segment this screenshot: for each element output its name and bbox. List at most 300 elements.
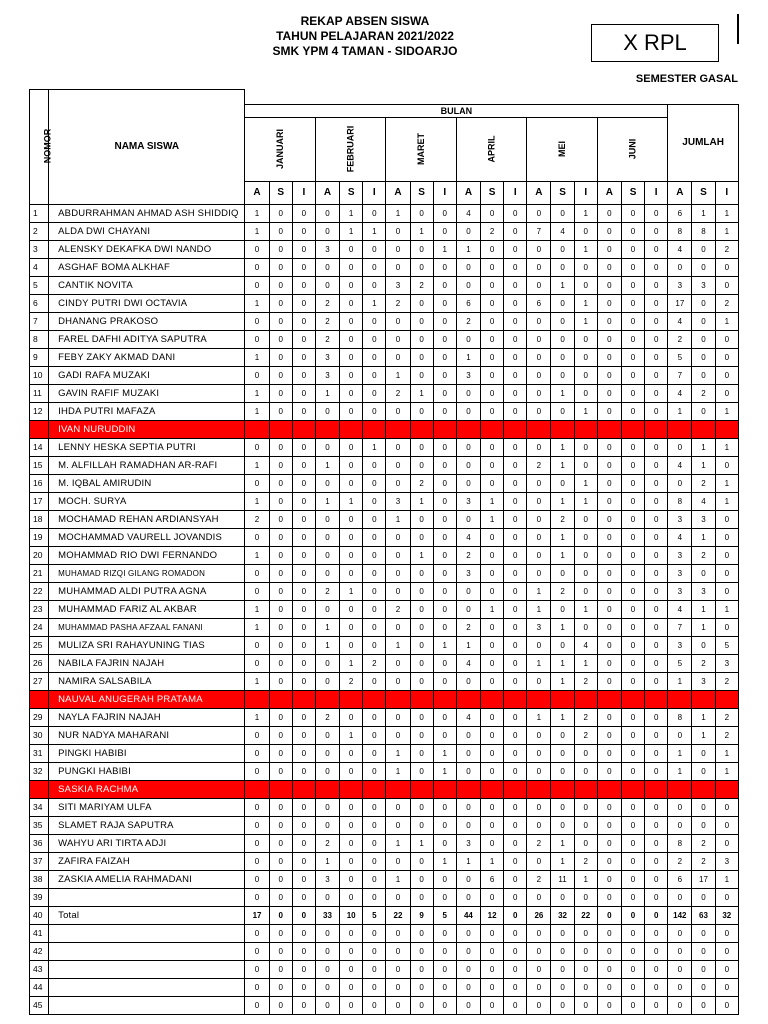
attendance-cell: 1 bbox=[481, 510, 504, 528]
attendance-cell: 0 bbox=[433, 654, 456, 672]
attendance-cell: 0 bbox=[504, 870, 527, 888]
attendance-cell: 0 bbox=[433, 294, 456, 312]
attendance-cell: 0 bbox=[527, 240, 551, 258]
attendance-cell: 0 bbox=[597, 942, 621, 960]
attendance-cell: 0 bbox=[621, 564, 644, 582]
row-number: 32 bbox=[30, 762, 49, 780]
attendance-cell: 0 bbox=[551, 690, 574, 708]
attendance-cell: 0 bbox=[245, 996, 269, 1014]
attendance-cell: 0 bbox=[551, 942, 574, 960]
attendance-cell: 2 bbox=[692, 546, 715, 564]
attendance-cell: 0 bbox=[292, 204, 315, 222]
attendance-cell: 0 bbox=[527, 420, 551, 438]
attendance-cell: 0 bbox=[621, 816, 644, 834]
report-title: REKAP ABSEN SISWA bbox=[300, 14, 430, 28]
attendance-cell: 1 bbox=[456, 348, 480, 366]
row-number: 29 bbox=[30, 708, 49, 726]
attendance-cell: 0 bbox=[574, 978, 597, 996]
attendance-cell: 0 bbox=[597, 780, 621, 798]
attendance-cell: 0 bbox=[340, 942, 363, 960]
row-number: 16 bbox=[30, 474, 49, 492]
attendance-cell: 0 bbox=[551, 204, 574, 222]
attendance-cell: 0 bbox=[245, 942, 269, 960]
attendance-cell: 0 bbox=[481, 690, 504, 708]
attendance-cell: 0 bbox=[410, 744, 433, 762]
attendance-cell: 0 bbox=[504, 330, 527, 348]
attendance-cell: 3 bbox=[315, 780, 339, 798]
student-name: ZAFIRA FAIZAH bbox=[49, 852, 245, 870]
attendance-cell: 1 bbox=[574, 870, 597, 888]
sub-header-a: A bbox=[315, 181, 339, 204]
month-label: MEI bbox=[557, 140, 568, 157]
attendance-cell: 0 bbox=[715, 960, 738, 978]
attendance-cell: 0 bbox=[269, 438, 292, 456]
attendance-cell: 0 bbox=[433, 942, 456, 960]
attendance-cell: 0 bbox=[527, 276, 551, 294]
attendance-cell: 0 bbox=[715, 816, 738, 834]
student-name: GAVIN RAFIF MUZAKI bbox=[49, 384, 245, 402]
attendance-cell: 1 bbox=[386, 744, 410, 762]
attendance-cell: 0 bbox=[269, 690, 292, 708]
attendance-cell: 0 bbox=[574, 834, 597, 852]
attendance-cell: 0 bbox=[481, 546, 504, 564]
attendance-cell: 1 bbox=[551, 654, 574, 672]
attendance-cell: 0 bbox=[621, 870, 644, 888]
attendance-cell: 1 bbox=[692, 600, 715, 618]
attendance-cell: 1 bbox=[481, 492, 504, 510]
attendance-cell: 2 bbox=[692, 384, 715, 402]
attendance-cell: 0 bbox=[481, 654, 504, 672]
attendance-cell: 6 bbox=[481, 870, 504, 888]
attendance-cell: 0 bbox=[504, 780, 527, 798]
attendance-cell: 0 bbox=[597, 438, 621, 456]
attendance-cell: 0 bbox=[433, 798, 456, 816]
attendance-cell: 0 bbox=[340, 240, 363, 258]
table-row bbox=[30, 978, 739, 996]
attendance-cell: 0 bbox=[410, 330, 433, 348]
attendance-cell: 1 bbox=[340, 204, 363, 222]
attendance-cell: 0 bbox=[481, 744, 504, 762]
attendance-cell: 0 bbox=[574, 564, 597, 582]
attendance-cell: 0 bbox=[692, 330, 715, 348]
attendance-cell: 0 bbox=[715, 942, 738, 960]
student-name: MUHAMAD RIZQI GILANG ROMADON bbox=[49, 564, 245, 582]
attendance-cell: 0 bbox=[433, 978, 456, 996]
attendance-cell: 0 bbox=[269, 708, 292, 726]
attendance-cell: 0 bbox=[527, 924, 551, 942]
attendance-cell: 0 bbox=[433, 510, 456, 528]
table-row bbox=[30, 762, 739, 780]
attendance-cell: 1 bbox=[245, 456, 269, 474]
attendance-cell: 0 bbox=[551, 924, 574, 942]
attendance-cell: 2 bbox=[481, 222, 504, 240]
attendance-cell: 0 bbox=[715, 420, 738, 438]
attendance-cell: 0 bbox=[292, 420, 315, 438]
row-number: 33 bbox=[30, 780, 49, 798]
attendance-cell: 3 bbox=[668, 276, 692, 294]
attendance-cell: 0 bbox=[621, 348, 644, 366]
attendance-cell: 0 bbox=[433, 384, 456, 402]
attendance-cell: 0 bbox=[456, 960, 480, 978]
attendance-cell: 0 bbox=[245, 474, 269, 492]
attendance-cell: 0 bbox=[504, 852, 527, 870]
attendance-cell: 0 bbox=[715, 258, 738, 276]
table-row bbox=[30, 996, 739, 1014]
sub-header-a: A bbox=[597, 181, 621, 204]
attendance-cell: 0 bbox=[597, 204, 621, 222]
attendance-cell: 0 bbox=[527, 636, 551, 654]
attendance-cell: 1 bbox=[340, 582, 363, 600]
header-gap bbox=[245, 90, 739, 105]
attendance-cell: 0 bbox=[410, 438, 433, 456]
attendance-cell: 0 bbox=[597, 924, 621, 942]
attendance-cell: 0 bbox=[621, 672, 644, 690]
attendance-cell: 1 bbox=[551, 492, 574, 510]
attendance-cell: 0 bbox=[456, 726, 480, 744]
attendance-cell: 0 bbox=[597, 978, 621, 996]
student-name: FAREL DAFHI ADITYA SAPUTRA bbox=[49, 330, 245, 348]
attendance-cell: 0 bbox=[433, 258, 456, 276]
attendance-cell: 3 bbox=[315, 240, 339, 258]
attendance-cell: 0 bbox=[621, 456, 644, 474]
attendance-cell: 0 bbox=[245, 888, 269, 906]
attendance-cell: 0 bbox=[715, 348, 738, 366]
attendance-cell: 1 bbox=[433, 744, 456, 762]
attendance-cell: 0 bbox=[269, 546, 292, 564]
attendance-cell: 0 bbox=[597, 294, 621, 312]
attendance-cell: 0 bbox=[245, 726, 269, 744]
attendance-cell: 2 bbox=[386, 384, 410, 402]
attendance-cell: 0 bbox=[340, 870, 363, 888]
attendance-cell: 0 bbox=[621, 960, 644, 978]
attendance-cell: 0 bbox=[433, 672, 456, 690]
attendance-cell: 0 bbox=[504, 420, 527, 438]
attendance-cell: 1 bbox=[315, 384, 339, 402]
attendance-cell: 0 bbox=[363, 726, 386, 744]
attendance-cell: 0 bbox=[245, 870, 269, 888]
attendance-cell: 0 bbox=[315, 978, 339, 996]
student-name: NABILA FAJRIN NAJAH bbox=[49, 654, 245, 672]
attendance-cell: 0 bbox=[715, 528, 738, 546]
attendance-cell: 0 bbox=[410, 528, 433, 546]
attendance-cell: 1 bbox=[715, 762, 738, 780]
attendance-cell: 0 bbox=[340, 960, 363, 978]
attendance-cell: 0 bbox=[292, 636, 315, 654]
student-name: NUR NADYA MAHARANI bbox=[49, 726, 245, 744]
attendance-cell: 22 bbox=[574, 906, 597, 924]
attendance-cell: 0 bbox=[315, 600, 339, 618]
attendance-cell: 1 bbox=[692, 528, 715, 546]
attendance-cell: 0 bbox=[645, 474, 668, 492]
attendance-cell: 1 bbox=[668, 762, 692, 780]
attendance-cell: 0 bbox=[645, 978, 668, 996]
row-number: 35 bbox=[30, 816, 49, 834]
attendance-cell: 0 bbox=[363, 456, 386, 474]
attendance-cell: 22 bbox=[386, 906, 410, 924]
attendance-cell: 0 bbox=[551, 240, 574, 258]
attendance-cell: 0 bbox=[551, 294, 574, 312]
attendance-cell: 0 bbox=[269, 420, 292, 438]
attendance-cell: 0 bbox=[574, 798, 597, 816]
attendance-cell: 0 bbox=[715, 456, 738, 474]
attendance-cell: 0 bbox=[340, 762, 363, 780]
attendance-cell: 0 bbox=[363, 888, 386, 906]
sub-header-s: S bbox=[692, 181, 715, 204]
attendance-cell: 0 bbox=[292, 798, 315, 816]
attendance-cell: 0 bbox=[597, 276, 621, 294]
month-header bbox=[597, 117, 667, 181]
attendance-cell: 0 bbox=[386, 996, 410, 1014]
table-row bbox=[30, 780, 739, 798]
attendance-cell: 1 bbox=[363, 294, 386, 312]
attendance-cell: 0 bbox=[456, 798, 480, 816]
attendance-cell: 0 bbox=[481, 798, 504, 816]
attendance-cell: 0 bbox=[292, 222, 315, 240]
attendance-cell: 0 bbox=[410, 348, 433, 366]
table-row bbox=[30, 492, 739, 510]
attendance-cell: 1 bbox=[715, 474, 738, 492]
attendance-cell: 0 bbox=[386, 312, 410, 330]
attendance-cell: 1 bbox=[410, 384, 433, 402]
student-name bbox=[49, 888, 245, 906]
attendance-cell: 0 bbox=[527, 888, 551, 906]
attendance-cell: 1 bbox=[245, 348, 269, 366]
attendance-cell: 0 bbox=[645, 222, 668, 240]
attendance-cell: 0 bbox=[410, 258, 433, 276]
attendance-cell: 1 bbox=[410, 834, 433, 852]
attendance-cell: 0 bbox=[386, 474, 410, 492]
attendance-cell: 3 bbox=[692, 582, 715, 600]
attendance-cell: 0 bbox=[363, 762, 386, 780]
attendance-cell: 0 bbox=[433, 960, 456, 978]
row-number: 14 bbox=[30, 438, 49, 456]
attendance-cell: 0 bbox=[504, 258, 527, 276]
attendance-cell: 0 bbox=[551, 258, 574, 276]
attendance-cell: 1 bbox=[245, 222, 269, 240]
attendance-cell: 0 bbox=[504, 654, 527, 672]
attendance-cell: 0 bbox=[504, 690, 527, 708]
sub-header-a: A bbox=[386, 181, 410, 204]
row-number: 7 bbox=[30, 312, 49, 330]
attendance-cell: 0 bbox=[715, 888, 738, 906]
attendance-cell: 0 bbox=[340, 312, 363, 330]
attendance-cell: 0 bbox=[597, 528, 621, 546]
attendance-cell: 1 bbox=[386, 870, 410, 888]
attendance-cell: 33 bbox=[315, 906, 339, 924]
attendance-cell: 0 bbox=[340, 708, 363, 726]
row-number: 39 bbox=[30, 888, 49, 906]
attendance-cell: 0 bbox=[481, 564, 504, 582]
attendance-cell: 0 bbox=[433, 456, 456, 474]
attendance-cell: 0 bbox=[597, 798, 621, 816]
row-number: 6 bbox=[30, 294, 49, 312]
attendance-cell: 0 bbox=[715, 510, 738, 528]
attendance-cell: 6 bbox=[456, 294, 480, 312]
attendance-cell: 0 bbox=[481, 816, 504, 834]
attendance-cell: 2 bbox=[340, 672, 363, 690]
attendance-cell: 0 bbox=[363, 546, 386, 564]
row-number: 30 bbox=[30, 726, 49, 744]
attendance-cell: 0 bbox=[340, 816, 363, 834]
student-name bbox=[49, 978, 245, 996]
attendance-cell: 0 bbox=[269, 672, 292, 690]
attendance-cell: 0 bbox=[692, 294, 715, 312]
attendance-cell: 0 bbox=[410, 852, 433, 870]
row-number: 36 bbox=[30, 834, 49, 852]
attendance-cell: 0 bbox=[433, 474, 456, 492]
attendance-cell: 0 bbox=[269, 330, 292, 348]
attendance-cell: 0 bbox=[645, 780, 668, 798]
attendance-cell: 1 bbox=[551, 438, 574, 456]
attendance-cell: 2 bbox=[692, 834, 715, 852]
attendance-cell: 0 bbox=[481, 438, 504, 456]
attendance-cell: 0 bbox=[363, 744, 386, 762]
attendance-cell: 0 bbox=[621, 942, 644, 960]
attendance-cell: 0 bbox=[481, 276, 504, 294]
attendance-cell: 0 bbox=[481, 942, 504, 960]
attendance-cell: 0 bbox=[504, 744, 527, 762]
attendance-cell: 0 bbox=[315, 960, 339, 978]
attendance-cell: 0 bbox=[621, 744, 644, 762]
attendance-cell: 0 bbox=[504, 906, 527, 924]
attendance-cell: 0 bbox=[386, 726, 410, 744]
attendance-cell: 1 bbox=[668, 402, 692, 420]
row-number: 19 bbox=[30, 528, 49, 546]
attendance-cell: 0 bbox=[504, 564, 527, 582]
attendance-cell: 1 bbox=[715, 870, 738, 888]
attendance-cell: 0 bbox=[456, 258, 480, 276]
attendance-cell: 0 bbox=[363, 474, 386, 492]
attendance-cell: 0 bbox=[363, 978, 386, 996]
attendance-cell: 0 bbox=[527, 942, 551, 960]
table-row bbox=[30, 456, 739, 474]
attendance-cell: 0 bbox=[269, 582, 292, 600]
attendance-cell: 0 bbox=[551, 798, 574, 816]
attendance-cell: 0 bbox=[574, 816, 597, 834]
attendance-cell: 0 bbox=[504, 636, 527, 654]
attendance-cell: 0 bbox=[597, 222, 621, 240]
attendance-cell: 1 bbox=[692, 726, 715, 744]
attendance-cell: 0 bbox=[245, 528, 269, 546]
attendance-cell: 17 bbox=[668, 294, 692, 312]
attendance-cell: 3 bbox=[386, 492, 410, 510]
attendance-cell: 0 bbox=[574, 222, 597, 240]
attendance-cell: 0 bbox=[597, 492, 621, 510]
student-name: MULIZA SRI RAHAYUNING TIAS bbox=[49, 636, 245, 654]
attendance-cell: 0 bbox=[363, 618, 386, 636]
attendance-cell: 4 bbox=[668, 456, 692, 474]
attendance-cell: 0 bbox=[340, 456, 363, 474]
attendance-cell: 0 bbox=[456, 870, 480, 888]
row-number: 23 bbox=[30, 600, 49, 618]
attendance-cell: 0 bbox=[456, 474, 480, 492]
attendance-cell: 2 bbox=[410, 474, 433, 492]
attendance-cell: 0 bbox=[527, 492, 551, 510]
attendance-cell: 0 bbox=[527, 258, 551, 276]
attendance-cell: 0 bbox=[433, 888, 456, 906]
semester-label: SEMESTER GASAL bbox=[635, 73, 738, 85]
attendance-cell: 0 bbox=[269, 222, 292, 240]
attendance-cell: 0 bbox=[692, 996, 715, 1014]
attendance-cell: 0 bbox=[504, 708, 527, 726]
attendance-cell: 0 bbox=[621, 258, 644, 276]
attendance-cell: 0 bbox=[245, 312, 269, 330]
attendance-cell: 7 bbox=[668, 366, 692, 384]
attendance-cell: 0 bbox=[574, 528, 597, 546]
attendance-cell: 26 bbox=[527, 906, 551, 924]
attendance-cell: 0 bbox=[504, 348, 527, 366]
attendance-cell: 0 bbox=[340, 600, 363, 618]
attendance-cell: 0 bbox=[386, 654, 410, 672]
attendance-cell: 0 bbox=[527, 312, 551, 330]
attendance-cell: 2 bbox=[692, 474, 715, 492]
attendance-cell: 0 bbox=[292, 528, 315, 546]
attendance-cell: 0 bbox=[621, 402, 644, 420]
row-number: 43 bbox=[30, 960, 49, 978]
attendance-cell: 0 bbox=[715, 276, 738, 294]
attendance-cell: 0 bbox=[645, 438, 668, 456]
attendance-cell: 0 bbox=[269, 312, 292, 330]
student-name: IHDA PUTRI MAFAZA bbox=[49, 402, 245, 420]
attendance-cell: 1 bbox=[715, 204, 738, 222]
attendance-cell: 0 bbox=[621, 852, 644, 870]
attendance-cell: 2 bbox=[574, 852, 597, 870]
attendance-cell: 0 bbox=[269, 834, 292, 852]
attendance-cell: 12 bbox=[481, 906, 504, 924]
attendance-cell: 0 bbox=[433, 924, 456, 942]
attendance-cell: 3 bbox=[668, 564, 692, 582]
attendance-cell: 0 bbox=[621, 546, 644, 564]
attendance-cell: 0 bbox=[692, 258, 715, 276]
student-name: ALENSKY DEKAFKA DWI NANDO bbox=[49, 240, 245, 258]
month-label: FEBRUARI bbox=[345, 125, 356, 172]
attendance-cell: 0 bbox=[504, 492, 527, 510]
attendance-cell: 0 bbox=[527, 366, 551, 384]
attendance-cell: 0 bbox=[692, 888, 715, 906]
attendance-cell: 0 bbox=[433, 996, 456, 1014]
attendance-cell: 0 bbox=[340, 474, 363, 492]
attendance-cell: 0 bbox=[340, 564, 363, 582]
attendance-cell: 0 bbox=[386, 546, 410, 564]
attendance-cell: 0 bbox=[645, 816, 668, 834]
attendance-cell: 0 bbox=[292, 582, 315, 600]
attendance-cell: 1 bbox=[574, 294, 597, 312]
attendance-cell: 0 bbox=[504, 312, 527, 330]
attendance-cell: 0 bbox=[574, 888, 597, 906]
student-name: MOCHAMAD REHAN ARDIANSYAH bbox=[49, 510, 245, 528]
attendance-cell: 0 bbox=[597, 348, 621, 366]
attendance-cell: 1 bbox=[245, 600, 269, 618]
attendance-cell: 0 bbox=[574, 960, 597, 978]
attendance-cell: 0 bbox=[340, 258, 363, 276]
attendance-cell: 0 bbox=[621, 222, 644, 240]
attendance-cell: 0 bbox=[621, 330, 644, 348]
attendance-cell: 0 bbox=[269, 528, 292, 546]
attendance-cell: 0 bbox=[245, 438, 269, 456]
attendance-cell: 0 bbox=[551, 996, 574, 1014]
attendance-cell: 0 bbox=[621, 726, 644, 744]
attendance-cell: 0 bbox=[292, 834, 315, 852]
attendance-cell: 0 bbox=[645, 672, 668, 690]
attendance-cell: 0 bbox=[386, 888, 410, 906]
attendance-cell: 0 bbox=[410, 456, 433, 474]
attendance-cell: 0 bbox=[315, 654, 339, 672]
attendance-cell: 0 bbox=[621, 780, 644, 798]
attendance-cell: 0 bbox=[410, 654, 433, 672]
attendance-cell: 0 bbox=[363, 384, 386, 402]
attendance-cell: 0 bbox=[597, 636, 621, 654]
attendance-cell: 0 bbox=[456, 600, 480, 618]
